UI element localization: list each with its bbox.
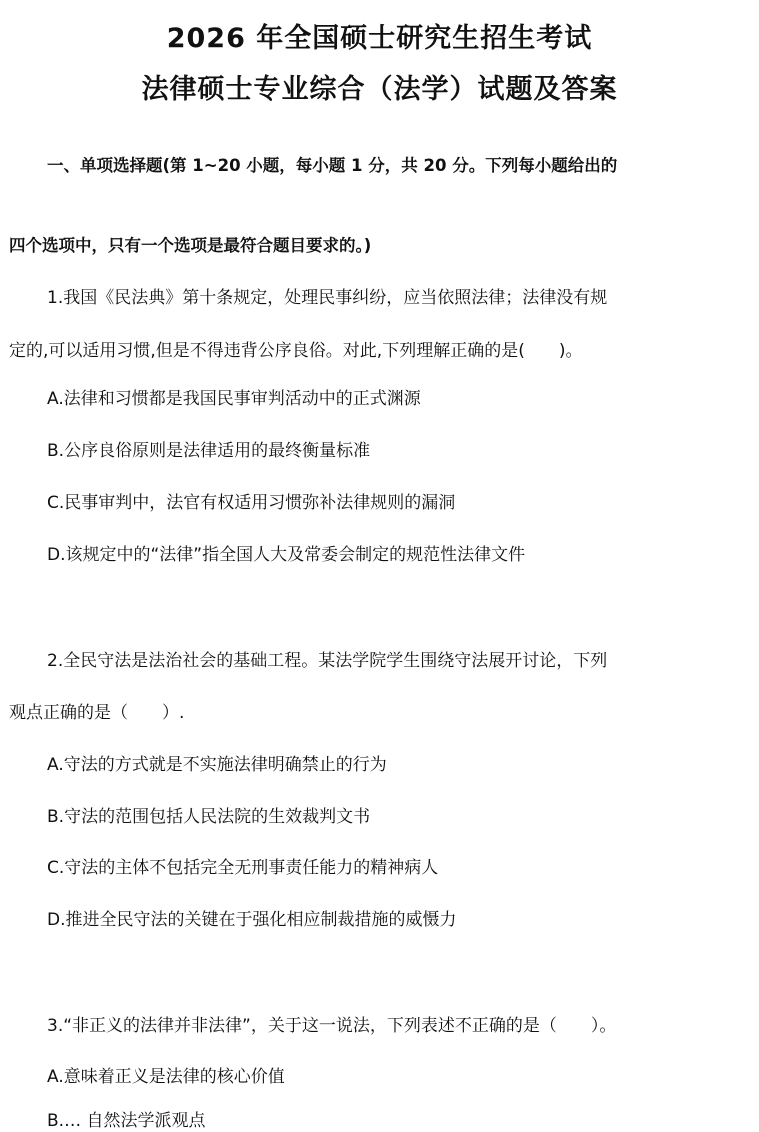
question-2-stem-line2: 观点正确的是（ ）.	[9, 703, 185, 723]
question-1-option-d: D.该规定中的“法律”指全国人大及常委会制定的规范性法律文件	[47, 545, 526, 565]
question-2-option-c: C.守法的主体不包括完全无刑事责任能力的精神病人	[47, 858, 439, 878]
question-1-option-a: A.法律和习惯都是我国民事审判活动中的正式渊源	[47, 389, 421, 409]
question-2-option-a: A.守法的方式就是不实施法律明确禁止的行为	[47, 755, 387, 775]
question-1-stem-line1: 1.我国《民法典》第十条规定，处理民事纠纷，应当依照法律；法律没有规	[47, 288, 608, 308]
question-1-option-c: C.民事审判中，法官有权适用习惯弥补法律规则的漏洞	[47, 493, 456, 513]
question-2-option-d: D.推进全民守法的关键在于强化相应制裁措施的威慑力	[47, 910, 457, 930]
question-2-stem-line1: 2.全民守法是法治社会的基础工程。某法学院学生围绕守法展开讨论，下列	[47, 651, 608, 671]
section-heading-line2: 四个选项中，只有一个选项是最符合题目要求的。)	[9, 236, 372, 255]
question-3-stem-line1: 3.“非正义的法律并非法律”，关于这一说法，下列表述不正确的是（ ）。	[47, 1016, 617, 1036]
question-1-stem-line2: 定的,可以适用习惯,但是不得违背公序良俗。对此,下列理解正确的是( )。	[9, 341, 583, 361]
section-heading-line1: 一、单项选择题(第 1~20 小题，每小题 1 分，共 20 分。下列每小题给出的	[47, 156, 618, 175]
question-3-option-a: A.意味着正义是法律的核心价值	[47, 1067, 285, 1087]
question-3-option-b: B.… 自然法学派观点	[47, 1111, 206, 1131]
exam-title-line2: 法律硕士专业综合（法学）试题及答案	[141, 74, 618, 105]
exam-title-line1: 2026 年全国硕士研究生招生考试	[166, 23, 593, 54]
question-1-option-b: B.公序良俗原则是法律适用的最终衡量标准	[47, 441, 371, 461]
question-2-option-b: B.守法的范围包括人民法院的生效裁判文书	[47, 807, 371, 827]
